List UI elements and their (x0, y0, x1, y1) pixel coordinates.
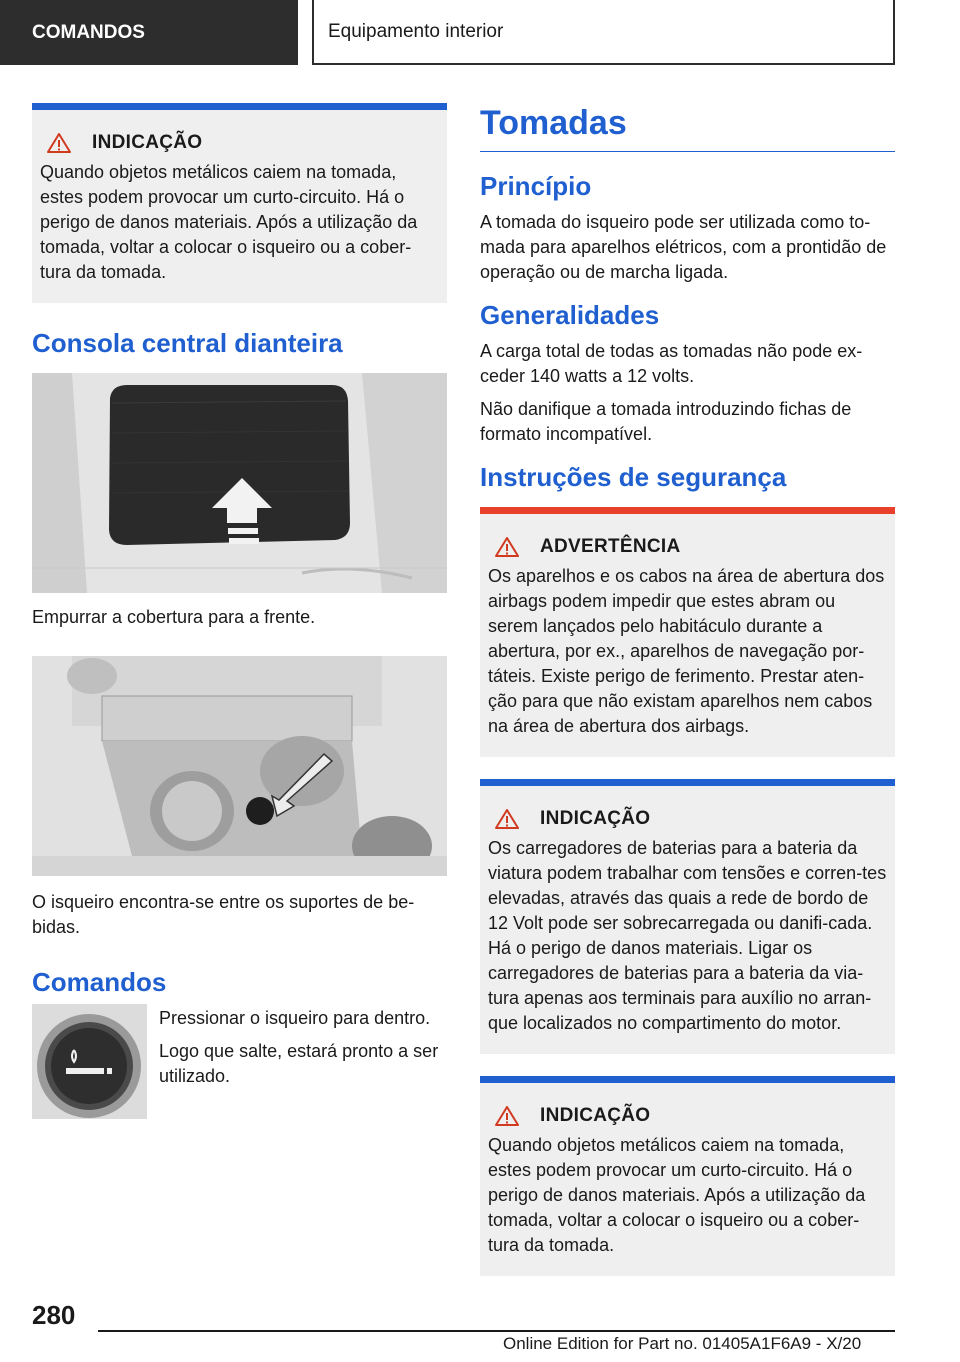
notice-box-metal (480, 1076, 895, 1276)
warning-triangle-icon (494, 808, 520, 830)
warning-triangle-icon (494, 536, 520, 558)
warning-title (488, 514, 887, 564)
notice-box (32, 103, 447, 303)
lighter-button-photo (32, 1004, 147, 1119)
header-section-label: COMANDOS (32, 21, 145, 43)
seguranca-heading: Instruções de segurança (480, 462, 787, 492)
console-cover-photo (32, 373, 447, 593)
notice-title (488, 1083, 887, 1133)
notice-text: Os carregadores de baterias para a bateria da viatura podem trabalhar com tensões e corren-tes elevadas, através das quais a rede de bordo de 12 Volt pode ser sobrecarregada ou danifi-cada. Há o perigo de danos materiais. Ligar os carregadores de baterias para a bateria da via-tura apenas aos terminais para auxílio no arran-que localizados no compartimento do motor. (488, 838, 887, 1033)
right-column (480, 103, 895, 1298)
generalidades-heading: Generalidades (480, 300, 660, 330)
left-column (32, 103, 447, 1119)
principio-text: A tomada do isqueiro pode ser utilizada como to-mada para aparelhos elétricos, com a prontidão de operação ou de marcha ligada. (480, 212, 887, 282)
notice-title (40, 110, 439, 160)
page-title: Tomadas (480, 103, 895, 152)
header-subsection-tab (312, 0, 895, 65)
generalidades-text-1: A carga total de todas as tomadas não pode ex-ceder 140 watts a 12 volts. (480, 341, 863, 386)
notice-title-text: INDICAÇÃO (540, 1105, 651, 1126)
notice-text: Quando objetos metálicos caiem na tomada, estes podem provocar um curto-circuito. Há o perigo de danos materiais. Após a utilização da tomada, voltar a colocar o isqueiro ou a cober-tura da tomada. (488, 1135, 866, 1255)
comandos-text-ready: Logo que salte, estará pronto a ser utilizado. (159, 1041, 439, 1086)
notice-text: Quando objetos metálicos caiem na tomada, estes podem provocar um curto-circuito. Há o perigo de danos materiais. Após a utilização da tomada, voltar a colocar o isqueiro ou a cober-tura da tomada. (40, 162, 418, 282)
warning-triangle-icon (494, 1105, 520, 1127)
warning-title-text: ADVERTÊNCIA (540, 536, 681, 557)
notice-box-chargers (480, 779, 895, 1054)
header-subsection-label: Equipamento interior (328, 20, 504, 42)
console-heading: Consola central dianteira (32, 328, 343, 358)
header-section-tab (0, 0, 298, 65)
comandos-text-press: Pressionar o isqueiro para dentro. (159, 1008, 431, 1028)
caption-cover: Empurrar a cobertura para a frente. (32, 607, 316, 627)
cigarette-icon (66, 1068, 104, 1074)
notice-title (488, 786, 887, 836)
console-lighter-photo (32, 656, 447, 876)
comandos-row (32, 1004, 447, 1119)
principio-heading: Princípio (480, 171, 592, 201)
caption-lighter: O isqueiro encontra-se entre os suportes de be-bidas. (32, 892, 415, 937)
page-number: 280 (32, 1300, 76, 1330)
notice-title-text: INDICAÇÃO (92, 132, 203, 153)
footer-edition: Online Edition for Part no. 01405A1F6A9 - X/20 (503, 1334, 862, 1353)
footer-divider (98, 1330, 895, 1332)
warning-text: Os aparelhos e os cabos na área de abertura dos airbags podem impedir que estes abram ou serem lançados pelo habitáculo durante a abertura, por ex., aparelhos de navegação por-táteis. Existe perigo de ferimento. Prestar aten-ção para que não existam aparelhos nem cabos na área de abertura dos airbags. (488, 566, 885, 736)
comandos-heading: Comandos (32, 967, 167, 997)
warning-box (480, 507, 895, 757)
notice-title-text: INDICAÇÃO (540, 808, 651, 829)
generalidades-text-2: Não danifique a tomada introduzindo fichas de formato incompatível. (480, 399, 852, 444)
warning-triangle-icon (46, 132, 72, 154)
